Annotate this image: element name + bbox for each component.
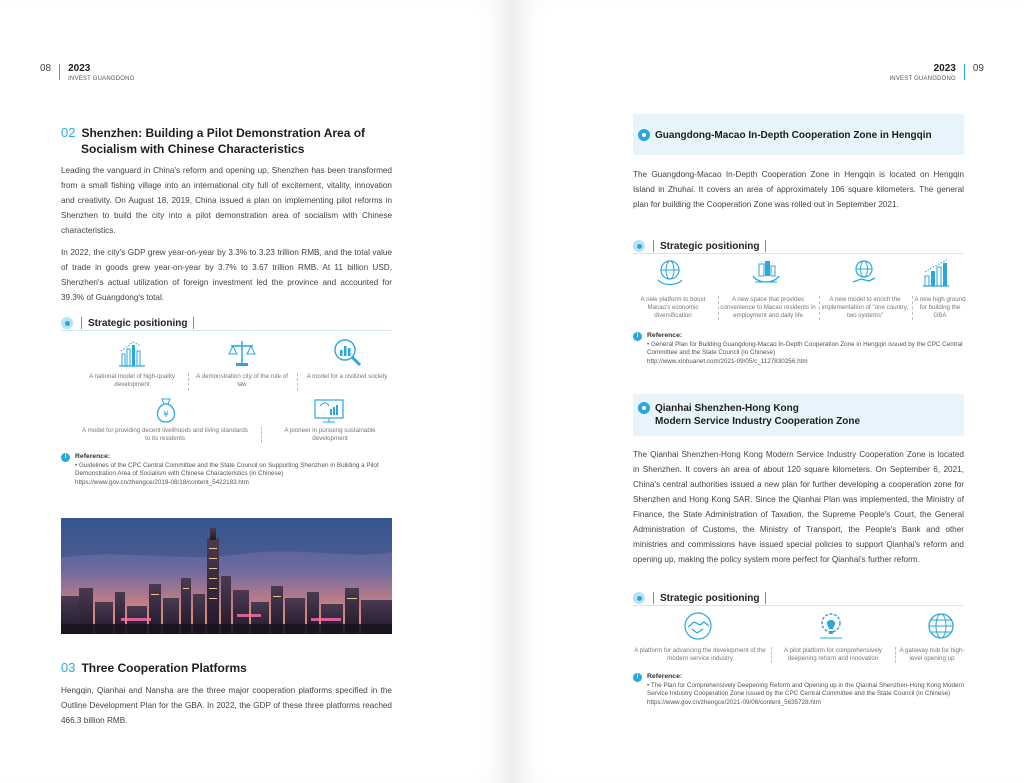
section3-number: 03 (61, 660, 76, 675)
strategic-positioning-title: Strategic positioning (61, 317, 200, 329)
qianhai-title-line2: Modern Service Industry Cooperation Zone (655, 416, 861, 427)
section-title (61, 125, 401, 157)
scales-icon (227, 338, 257, 368)
hengqin-strategic-title: Strategic positioning (633, 240, 772, 252)
info-icon: i (633, 673, 642, 682)
right-page (512, 0, 1024, 783)
hengqin-caption-3: A new model to enrich the implementation of "one country, two systems" (821, 296, 909, 319)
svg-text:¥: ¥ (163, 410, 169, 420)
section3-paragraph: Hengqin, Qianhai and Nansha are the three major cooperation platforms specified in the Outline Development Plan for the GBA. In 2022, the GDP of these three platforms reached 466.3 billion RMB. (61, 686, 392, 725)
hengqin-caption-2: A new space that provides convenience to Macao residents in employment and daily life (720, 296, 816, 319)
header-year: 2023 (933, 63, 956, 74)
reference-url[interactable]: http://www.xinhuanet.com/2021-09/05/c_1127830256.htm (647, 357, 808, 365)
section-paragraph-2: In 2022, the city's GDP grew year-on-year by 3.3% to 3.23 trillion RMB, and the total value of trade in goods grew year-on-year by 3.7% to 3.67 trillion RMB. At 11 billion USD, Shenzhen's actual utilization of foreign investment led the province and accounted for 39.3% of Guangdong's total. (61, 248, 392, 302)
strategic-caption-4: A model for providing decent livelihoods and living standards to its residents (82, 427, 248, 442)
reference-label: Reference: (75, 453, 111, 460)
reference-label: Reference: (647, 332, 683, 339)
lightbulb-gear-icon (816, 611, 846, 641)
money-bag-icon (152, 396, 180, 424)
page-number: 09 (972, 63, 984, 74)
hengqin-caption-1: A new platform to boost Macao's economic diversification (640, 296, 706, 319)
handshake-icon (682, 611, 714, 641)
header-year: 2023 (68, 63, 91, 74)
circle-dot-icon (638, 402, 650, 414)
city-hands-icon (750, 258, 782, 288)
hengqin-caption-4: A new high ground for building the GBA (914, 296, 966, 319)
sustainable-screen-icon (312, 396, 346, 424)
magnifier-chart-icon (331, 338, 363, 368)
info-icon: i (61, 453, 70, 462)
section-title-line1: Shenzhen: Building a Pilot Demonstration Area of (81, 126, 366, 140)
section-number: 02 (61, 125, 76, 140)
growth-chart-icon (921, 258, 951, 288)
left-header (40, 64, 135, 84)
globe-hands-icon (655, 258, 685, 288)
reference-label: Reference: (647, 673, 683, 680)
hengqin-paragraph: The Guangdong-Macao In-Depth Cooperation Zone in Hengqin is located on Hengqin Island in Zhuhai. It covers an area of approximately 106 square kilometers. The general plan for building the Cooperation Zone was rolled out in September 2021. (633, 170, 964, 209)
circle-dot-icon (638, 129, 650, 141)
qianhai-caption-1: A platform for advancing the development of the modern service industry (634, 647, 766, 662)
shenzhen-skyline-photo (61, 518, 392, 634)
qianhai-strategic-title: Strategic positioning (633, 592, 772, 604)
bullet-icon (61, 317, 73, 329)
qianhai-title-line1: Qianhai Shenzhen-Hong Kong (655, 403, 799, 414)
header-publication: INVEST GUANGDONG (889, 76, 956, 82)
section3-title (61, 660, 392, 676)
strategic-caption-3: A model for a civilized society (306, 373, 388, 380)
strategic-caption-2: A demonstration city of the rule of law (196, 373, 288, 388)
bullet-icon (633, 240, 645, 252)
bullet-icon (633, 592, 645, 604)
section-title-line2: Socialism with Chinese Characteristics (81, 142, 305, 156)
reference-block (75, 453, 395, 487)
qianhai-paragraph: The Qianhai Shenzhen-Hong Kong Modern Service Industry Cooperation Zone is located in Shenzhen. It covers an area of about 120 square kilometers. On September 6, 2021, China's central authorities issued a new plan for further developing a cooperation zone for Shenzhen and Hong Kong SAR. Since the Qianhai Plan was implemented, the Ministry of Finance, the State Administration of Taxation, the Supreme People's Court, the General Administration of Customs, the Ministry of Transport, the People's Bank and other ministries and commissions have issued special policies to support Qianhai's reform and opening up, making the policy system more perfect for Qianhai's further reform. (633, 450, 964, 564)
qianhai-reference (647, 673, 965, 707)
section-paragraph-1: Leading the vanguard in China's reform and opening up, Shenzhen has been transformed from a small fishing village into an international city full of excitement, vitality, innovation and creativity. On August 18, 2019, China issued a plan on implementing pilot reforms in Shenzhen to build the city into a pilot demonstration area of socialism with Chinese characteristics. (61, 166, 392, 235)
reference-text: • General Plan for Building Guangdong-Macao In-Depth Cooperation Zone in Hengqin issued by the CPC Central Committee and the State Council (in Chinese) (647, 340, 963, 357)
header-publication: INVEST GUANGDONG (68, 76, 135, 82)
reference-text: • The Plan for Comprehensively Deepening Reform and Opening up in the Qianhai Shenzhen-Hong Kong Modern Service Industry Cooperation Zone issued by the CPC Central Committee and the State Council (in Chinese) (647, 681, 965, 698)
right-header (889, 64, 984, 84)
strategic-caption-1: A national model of high-quality development (89, 373, 175, 388)
info-icon: i (633, 332, 642, 341)
hengqin-reference (647, 332, 965, 366)
globe-gateway-icon (926, 611, 956, 641)
strategic-caption-5: A pioneer in pursuing sustainable development (284, 427, 376, 442)
reference-text: • Guidelines of the CPC Central Committee and the State Council on Supporting Shenzhen in Building a Pilot Demonstration Area of Socialism with Chinese Characteristics (in Chinese) (75, 461, 379, 478)
reference-url[interactable]: https://www.gov.cn/zhengce/2019-08/18/content_5422183.htm (75, 478, 249, 486)
hengqin-title: Guangdong-Macao In-Depth Cooperation Zone in Hengqin (655, 130, 932, 141)
qianhai-caption-3: A gateway hub for high-level opening up (899, 647, 965, 662)
qianhai-title (655, 402, 955, 428)
reference-url[interactable]: https://www.gov.cn/zhengce/2021-09/06/content_5635728.htm (647, 698, 821, 706)
globe-hand-icon (849, 258, 879, 288)
bar-chart-icon (117, 338, 147, 368)
section3-title-text: Three Cooperation Platforms (81, 661, 247, 675)
page-number: 08 (40, 63, 52, 74)
qianhai-caption-2: A pilot platform for comprehensively deepening reform and innovation (783, 647, 882, 662)
